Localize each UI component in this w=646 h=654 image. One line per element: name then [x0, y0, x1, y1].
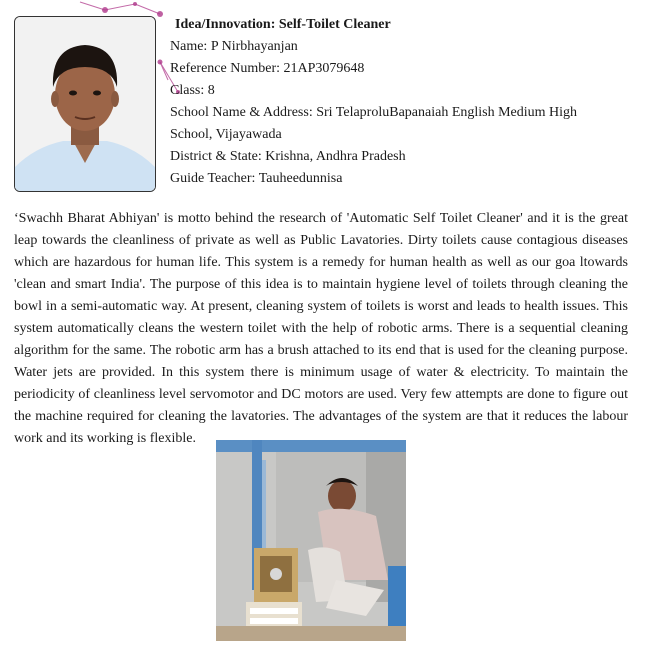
student-class: Class: 8 [170, 83, 215, 98]
project-description: ‘Swachh Bharat Abhiyan' is motto behind the research of 'Automatic Self Toilet Cleaner' and it is the great leap towards the cleanliness of private as well as Public Lavatories. Dirty toilets cause contagious diseases which are hazardous for human life. This system is a remedy for human health as well as our goa ltowards 'clean and smart India'. The purpose of this idea is to maintain hygiene level of toilets through cleaning the bowl in a semi-automatic way. At present, cleaning system of toilets is worst and leads to health issues. This system automatically cleans the western toilet with the help of robotic arms. There is a sequential cleaning algorithm for the same. The robotic arm has a brush attached to its end that is used for the cleaning purpose. Water jets are provided. In this system there is minimum usage of water & electricity. To maintain the periodicity of cleanliness level servomotor and DC motors are used. Very few attempts are done to figure out the machine required for cleaning the lavatories. The advantages of the system are that it reduces the labour work and its working is flexible. [14, 211, 628, 446]
project-photo [216, 440, 406, 641]
project-title: Idea/Innovation: Self-Toilet Cleaner [175, 17, 391, 32]
student-name: Name: P Nirbhayanjan [170, 39, 298, 54]
district-state: District & State: Krishna, Andhra Pradesh [170, 149, 406, 164]
guide-teacher: Guide Teacher: Tauheedunnisa [170, 171, 343, 186]
reference-number: Reference Number: 21AP3079648 [170, 61, 365, 76]
student-photo [14, 16, 156, 192]
student-info [170, 14, 620, 190]
school-address: School Name & Address: Sri TelaproluBapanaiah English Medium High School, Vijayawada [170, 105, 578, 142]
